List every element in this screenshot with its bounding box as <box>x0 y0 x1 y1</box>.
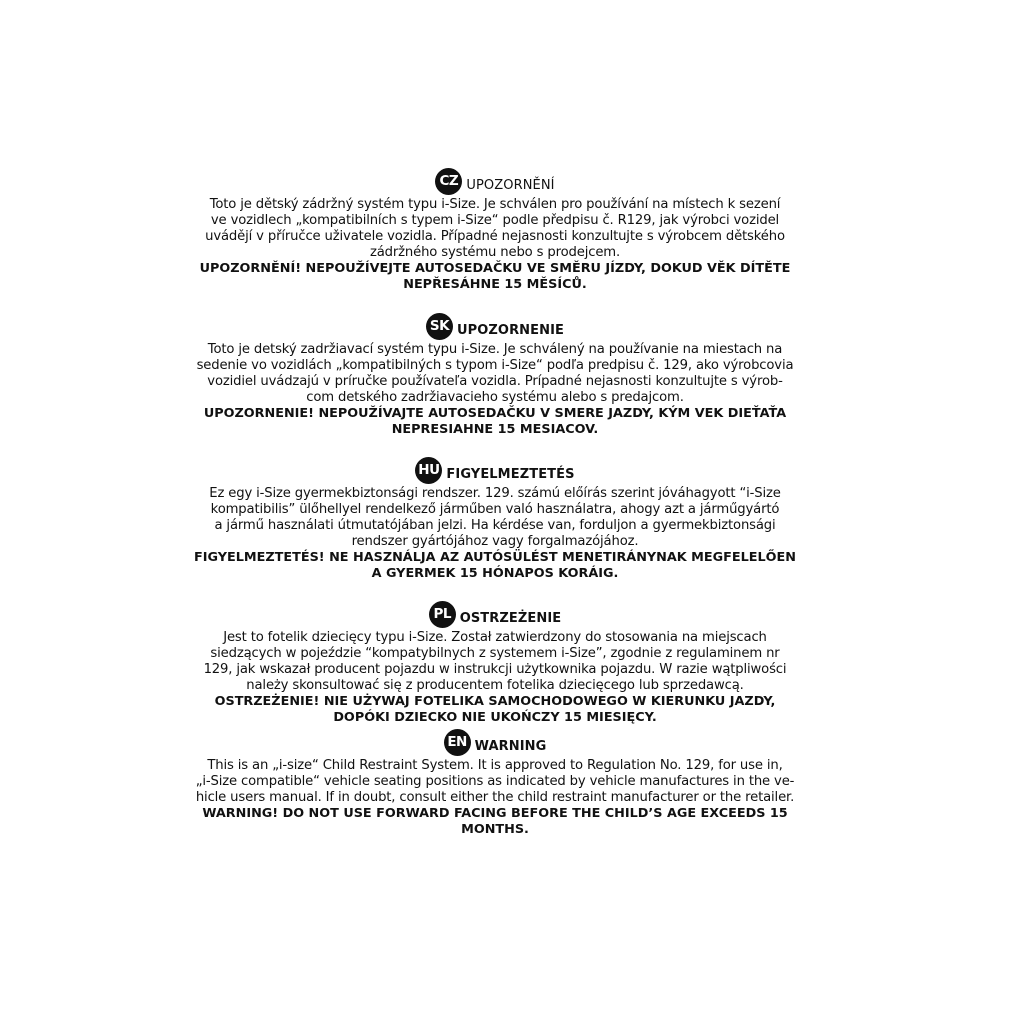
section-warning <box>172 406 818 438</box>
warning-section-pl <box>172 604 818 726</box>
body-line: ve vozidlech „kompatibilních s typem i-Size“ podle předpisu č. R129, jak výrobci vozidel <box>210 213 780 228</box>
warning-section-cz <box>172 171 818 293</box>
language-badge-en: EN <box>444 729 471 756</box>
section-body <box>172 342 818 406</box>
section-body <box>172 486 818 550</box>
body-line: This is an „i-size“ Child Restraint System. It is approved to Regulation No. 129, for use in, <box>207 758 783 773</box>
warning-line: UPOZORNĚNÍ! NEPOUŽÍVEJTE AUTOSEDAČKU VE SMĚRU JÍZDY, DOKUD VĚK DÍTĚTE <box>199 261 791 276</box>
body-line: Ez egy i-Size gyermekbiztonsági rendszer. 129. számú előírás szerint jóváhagyott “i-Size <box>209 486 781 501</box>
warning-line: FIGYELMEZTETÉS! NE HASZNÁLJA AZ AUTÓSÜLÉST MENETIRÁNYNAK MEGFELELŐEN <box>193 550 797 565</box>
body-line: rendszer gyártójához vagy forgalmazójához. <box>351 534 639 549</box>
body-line: kompatibilis” ülőhellyel rendelkező járműben való használatra, ahogy azt a járműgyártó <box>210 502 780 517</box>
section-header <box>172 316 818 342</box>
section-title: UPOZORNĚNÍ <box>466 177 555 193</box>
section-warning <box>172 550 818 582</box>
warning-line: UPOZORNENIE! NEPOUŽÍVAJTE AUTOSEDAČKU V SMERE JAZDY, KÝM VEK DIEŤAŤA <box>203 406 787 421</box>
body-line: zádržného systému nebo s prodejcem. <box>369 245 621 260</box>
section-title: WARNING <box>474 738 547 754</box>
body-line: siedzących w pojeździe “kompatybilnych z systemem i-Size”, zgodnie z regulaminem nr <box>210 646 780 661</box>
section-body <box>172 630 818 694</box>
warning-line: MONTHS. <box>461 822 529 837</box>
warning-line: OSTRZEŻENIE! NIE UŻYWAJ FOTELIKA SAMOCHODOWEGO W KIERUNKU JAZDY, <box>214 694 776 709</box>
section-warning <box>172 261 818 293</box>
body-line: należy skonsultować się z producentem fotelika dziecięcego lub sprzedawcą. <box>246 678 744 693</box>
body-line: hicle users manual. If in doubt, consult either the child restraint manufacturer or the retailer. <box>195 790 795 805</box>
body-line: 129, jak wskazał producent pojazdu w instrukcji użytkownika pojazdu. W razie wątpliwości <box>203 662 787 677</box>
body-line: Toto je detský zadržiavací systém typu i-Size. Je schválený na používanie na miestach na <box>207 342 783 357</box>
body-line: Jest to fotelik dziecięcy typu i-Size. Został zatwierdzony do stosowania na miejscach <box>223 630 767 645</box>
body-line: „i-Size compatible“ vehicle seating positions as indicated by vehicle manufactures in the ve- <box>195 774 795 789</box>
body-line: vozidiel uvádzajú v príručke používateľa vozidla. Prípadné nejasnosti konzultujte s výrob- <box>207 374 783 389</box>
section-body <box>172 758 818 806</box>
section-header <box>172 604 818 630</box>
section-body <box>172 197 818 261</box>
section-title: OSTRZEŻENIE <box>459 610 562 626</box>
warning-section-sk <box>172 316 818 438</box>
body-line: sedenie vo vozidlách „kompatibilných s typom i-Size“ podľa predpisu č. 129, ako výrobcovia <box>196 358 794 373</box>
language-badge-hu: HU <box>415 457 442 484</box>
section-warning <box>172 806 818 838</box>
section-header <box>172 732 818 758</box>
body-line: Toto je dětský zádržný systém typu i-Size. Je schválen pro používání na místech k sezení <box>209 197 781 212</box>
language-badge-pl: PL <box>429 601 456 628</box>
warning-section-en <box>172 732 818 838</box>
warning-section-hu <box>172 460 818 582</box>
warning-line: NEPŘESÁHNE 15 MĚSÍCŮ. <box>403 277 587 292</box>
body-line: uvádějí v příručce uživatele vozidla. Případné nejasnosti konzultujte s výrobcem dětského <box>205 229 785 244</box>
section-title: UPOZORNENIE <box>456 322 565 338</box>
language-badge-cz: CZ <box>435 168 462 195</box>
section-header <box>172 460 818 486</box>
warning-line: WARNING! DO NOT USE FORWARD FACING BEFORE THE CHILD’S AGE EXCEEDS 15 <box>202 806 788 821</box>
section-header <box>172 171 818 197</box>
language-badge-sk: SK <box>426 313 453 340</box>
warning-line: DOPÓKI DZIECKO NIE UKOŃCZY 15 MIESIĘCY. <box>333 710 657 725</box>
body-line: com detského zadržiavacieho systému alebo s predajcom. <box>306 390 684 405</box>
warning-line: A GYERMEK 15 HÓNAPOS KORÁIG. <box>371 566 619 581</box>
body-line: a jármű használati útmutatójában jelzi. Ha kérdése van, forduljon a gyermekbiztonsági <box>214 518 776 533</box>
section-warning <box>172 694 818 726</box>
section-title: FIGYELMEZTETÉS <box>446 466 575 482</box>
warning-line: NEPRESIAHNE 15 MESIACOV. <box>391 422 599 437</box>
